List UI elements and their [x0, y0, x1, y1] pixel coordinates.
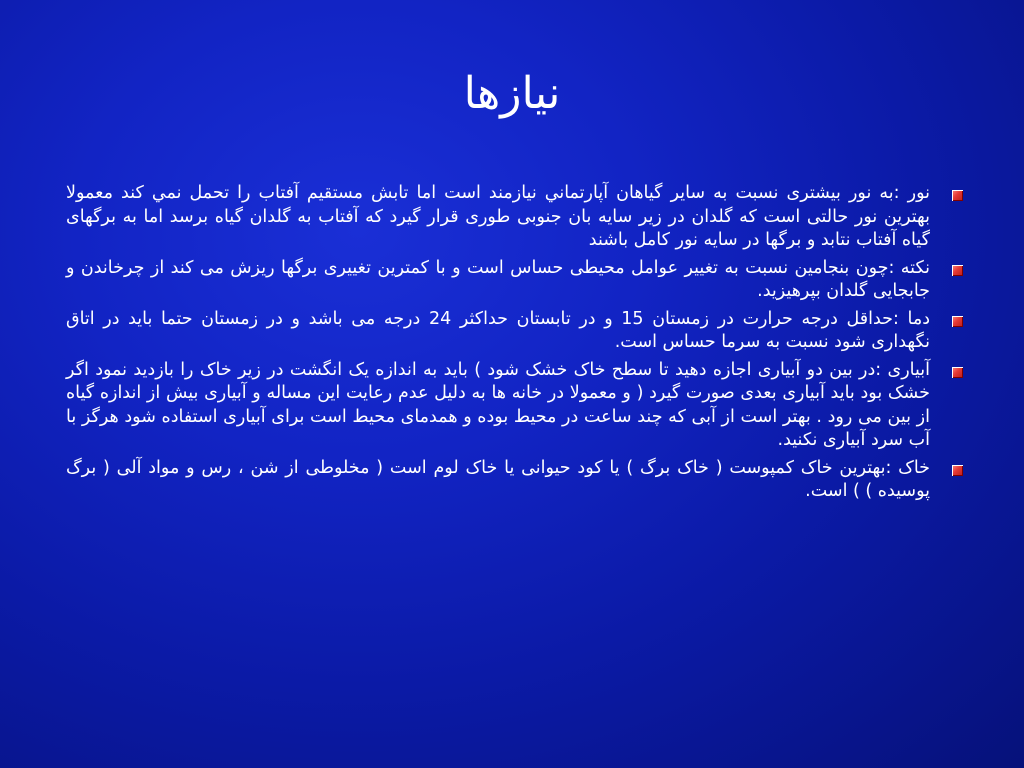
bullet-item-temperature [66, 308, 966, 355]
bullet-item-light [66, 182, 966, 253]
red-square-bullet-icon [952, 465, 963, 476]
red-square-bullet-icon [952, 367, 963, 378]
bullet-list [66, 182, 966, 508]
bullet-item-note [66, 257, 966, 304]
bullet-item-watering [66, 359, 966, 453]
slide-title: نیازها [463, 69, 561, 118]
bullet-text: نور :به نور بيشتری نسبت به ساير گياهان آپارتماني نيازمند است اما تابش مستقيم آفتاب را تحمل نمي كند معمولا بهترين نور حالتی است كه گلدان در زير سايه بان جنوبی طوری قرار گيرد كه آفتاب به گلدان گياه برسد اما به برگهای گياه آفتاب نتابد و برگها در سايه نور كامل باشند [66, 183, 930, 250]
bullet-text: آبیاری :در بين دو آبياری اجازه دهيد تا سطح خاک خشک شود ) بايد به اندازه يک انگشت در زير خاک را بازديد نمود اگر خشک بود بايد آبياری بعدی صورت گيرد ( و معمولا در خانه ها به دليل عدم رعايت اين مساله و آبياری بيش از اندازه گياه از بين می رود . بهتر است از آبی كه چند ساعت در محيط بوده و همدمای محيط است برای آبياری استفاده شود هرگز با آب سرد آبياری نكنيد. [66, 359, 930, 450]
bullet-text: نكته :چون بنجامين نسبت به تغيير عوامل محيطی حساس است و با كمترين تغييری برگها ريزش می كند از چرخاندن و جابجايی گلدان بپرهيزيد. [66, 257, 930, 301]
red-square-bullet-icon [952, 190, 963, 201]
bullet-item-soil [66, 457, 966, 504]
red-square-bullet-icon [952, 316, 963, 327]
bullet-text: دما :حداقل درجه حرارت در زمستان 15 و در تابستان حداكثر 24 درجه می باشد و در زمستان حتما بايد در اتاق نگهداری شود نسبت به سرما حساس است. [66, 308, 931, 352]
red-square-bullet-icon [952, 265, 963, 276]
bullet-text: خاک :بهترين خاک كمپوست ( خاک برگ ) يا كود حيوانی يا خاک لوم است ( مخلوطی از شن ، رس و مواد آلی ( برگ پوسيده ) ) است. [66, 457, 930, 501]
